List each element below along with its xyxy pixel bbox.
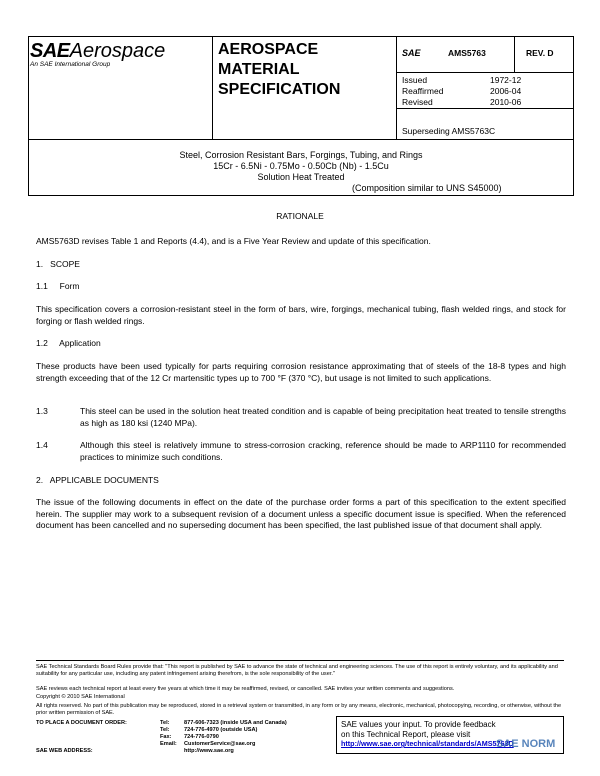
logo-subtitle: An SAE International Group <box>30 61 111 68</box>
issued-label: Issued <box>402 75 428 85</box>
tel1-value: 877-606-7323 (inside USA and Canada) <box>184 720 287 726</box>
revised-label: Revised <box>402 97 433 107</box>
doc-title-line-2: MATERIAL <box>218 61 300 78</box>
sae-mark: SAE <box>402 48 421 58</box>
footer-rule <box>36 660 564 661</box>
reaffirmed-label: Reaffirmed <box>402 86 444 96</box>
fax-label: Fax: <box>160 734 172 740</box>
feedback-line-2: on this Technical Report, please visit <box>341 729 471 739</box>
doc-title-line-3: SPECIFICATION <box>218 81 341 98</box>
section-1-2-heading: 1.2 Application <box>36 338 101 348</box>
revision-label: REV. D <box>526 48 554 58</box>
email-value[interactable]: CustomerService@sae.org <box>184 741 256 747</box>
revised-value: 2010-06 <box>490 97 522 107</box>
sae-aerospace-logo <box>30 40 210 80</box>
document-number: AMS5763 <box>448 48 486 58</box>
header-hline-1 <box>396 72 574 73</box>
logo-aerospace-text: Aerospace <box>69 40 166 62</box>
logo-sae-text: SAE <box>30 40 70 62</box>
footer-copyright: Copyright © 2010 SAE International <box>36 694 125 700</box>
tel2-label: Tel: <box>160 727 170 733</box>
tel1-label: Tel: <box>160 720 170 726</box>
section-1-4-number: 1.4 <box>36 440 48 450</box>
issued-value: 1972-12 <box>490 75 522 85</box>
section-2-text: The issue of the following documents in effect on the date of the purchase order forms a part of this specification to the extent specified herein. The supplier may work to a subsequent revision of a document unless a specific document issue is specified. When the referenced document has been cancelled and no superseding document has been specified, the last published issue of that document shall apply. <box>36 497 566 530</box>
fax-value: 724-776-0790 <box>184 734 219 740</box>
reaffirmed-value: 2006-04 <box>490 86 522 96</box>
document-type-title <box>218 40 388 100</box>
section-1-2-text: These products have been used typically for parts requiring corrosion resistance approximating that of steels of the 18-8 types and high strength exceeding that of the 12 Cr martensitic types up to 700 °F (370 °C), but usage is not limited to such applications. <box>36 361 566 383</box>
section-1-1-heading: 1.1 Form <box>36 281 80 291</box>
email-label: Email: <box>160 741 177 747</box>
footer-rules-text: SAE Technical Standards Board Rules provide that: "This report is published by SAE to advance the state of technical and engineering sciences. The use of this report is entirely voluntary, and its applicability and suitability for any particular use, including any patent infringement arising therefrom, is the sole responsibility of the user." <box>36 664 558 677</box>
title-line-3: Solution Heat Treated <box>257 172 345 182</box>
footer-rights-text: All rights reserved. No part of this publication may be reproduced, stored in a retrieval system or transmitted, in any form or by any means, electronic, mechanical, photocopying, recording, or otherwise, without the prior written permission of SAE. <box>36 703 562 716</box>
section-1-3-text: This steel can be used in the solution heat treated condition and is capable of being precipitation heat treated to tensile strengths as high as 180 ksi (1240 MPa). <box>80 406 566 428</box>
header-divider-2 <box>396 36 397 140</box>
title-line-2: 15Cr - 6.5Ni - 0.75Mo - 0.50Cb (Nb) - 1.5Cu <box>213 161 389 171</box>
header-hline-2 <box>396 108 574 109</box>
rationale-text: AMS5763D revises Table 1 and Reports (4.4), and is a Five Year Review and update of this specification. <box>36 236 431 246</box>
feedback-line-1: SAE values your input. To provide feedback <box>341 720 496 729</box>
section-1-heading: 1. SCOPE <box>36 259 80 269</box>
footer-review-text: SAE reviews each technical report at least every five years at which time it may be reaffirmed, revised, or cancelled. SAE invites your written comments and suggestions. <box>36 686 455 692</box>
web-value[interactable]: http://www.sae.org <box>184 748 234 754</box>
rationale-heading: RATIONALE <box>276 211 324 221</box>
feedback-link[interactable]: http://www.sae.org/technical/standards/AMS5763D <box>341 739 514 748</box>
web-label: SAE WEB ADDRESS: <box>36 748 93 754</box>
section-2-heading: 2. APPLICABLE DOCUMENTS <box>36 475 159 485</box>
section-1-3-number: 1.3 <box>36 406 48 416</box>
header-divider-3 <box>514 36 515 72</box>
doc-title-line-1: AEROSPACE <box>218 41 319 58</box>
watermark-text: SAE NORM <box>496 738 556 750</box>
title-line-1: Steel, Corrosion Resistant Bars, Forgings, Tubing, and Rings <box>179 150 423 160</box>
tel2-value: 724-776-4970 (outside USA) <box>184 727 258 733</box>
section-1-4-text: Although this steel is relatively immune to stress-corrosion cracking, reference should be made to ARP1110 for recommended practices to minimize such conditions. <box>80 440 566 462</box>
superseding-note: Superseding AMS5763C <box>402 126 496 136</box>
title-line-4: (Composition similar to UNS S45000) <box>352 183 502 193</box>
section-1-1-text: This specification covers a corrosion-resistant steel in the form of bars, wire, forgings, mechanical tubing, flash welded rings, and stock for forging or flash welded rings. <box>36 304 566 326</box>
order-label: TO PLACE A DOCUMENT ORDER: <box>36 720 127 726</box>
header-divider-1 <box>212 36 213 140</box>
